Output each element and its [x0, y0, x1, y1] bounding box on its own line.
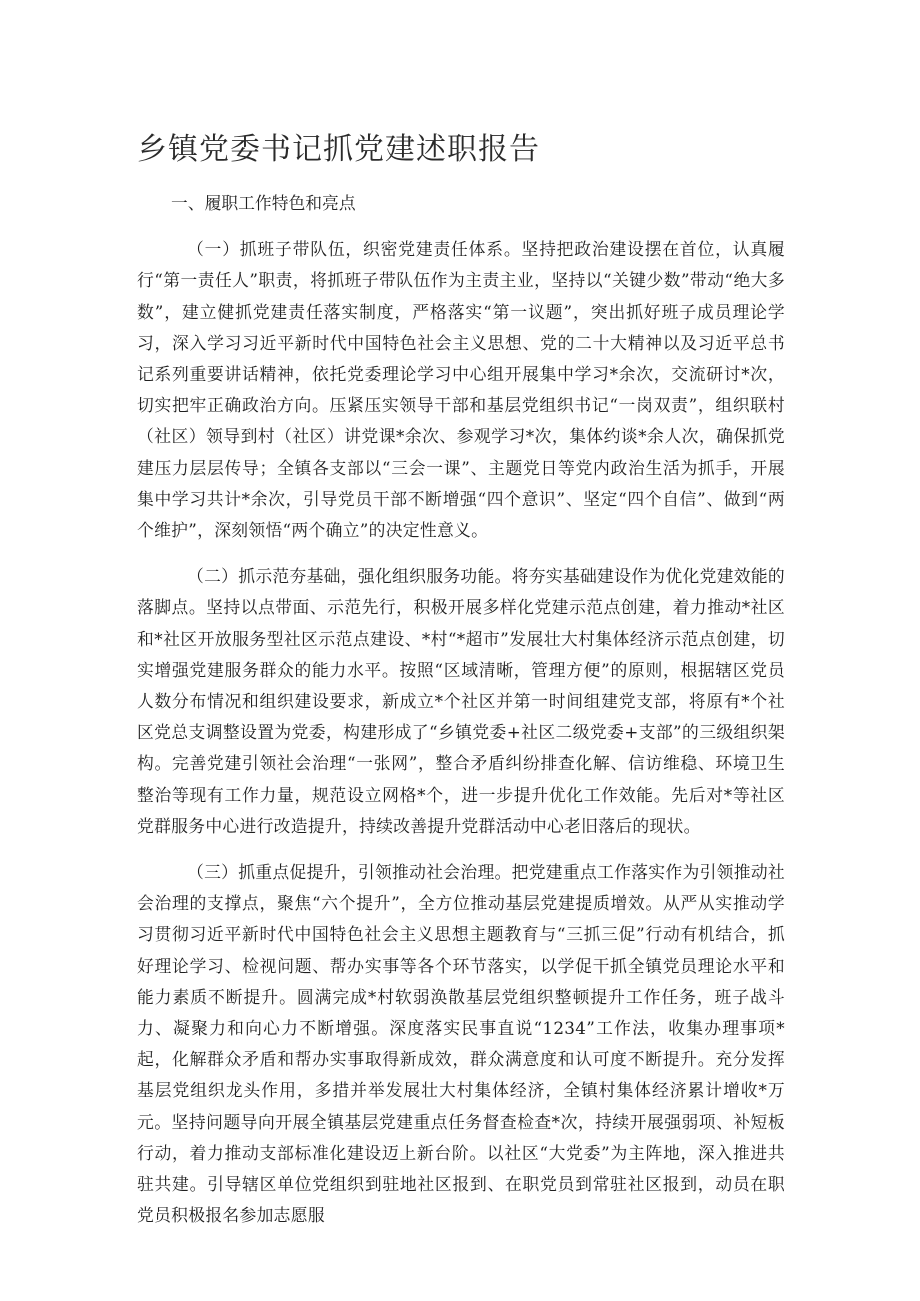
document-title: 乡镇党委书记抓党建述职报告: [137, 132, 540, 167]
paragraph-3: （三）抓重点促提升，引领推动社会治理。把党建重点工作落实作为引领推动社会治理的支撑点，聚焦“六个提升”，全方位推动基层党建提质增效。从严从实推动学习贯彻习近平新时代中国特色社会主义思想主题教育与“三抓三促”行动有机结合，抓好理论学习、检视问题、帮办实事等各个环节落实，以学促干抓全镇党员理论水平和能力素质不断提升。圆满完成*村软弱涣散基层党组织整顿提升工作任务，班子战斗力、凝聚力和向心力不断增强。深度落实民事直说“1234”工作法，收集办理事项*起，化解群众矛盾和帮办实事取得新成效，群众满意度和认可度不断提升。充分发挥基层党组织龙头作用，多措并举发展壮大村集体经济，全镇村集体经济累计增收*万元。坚持问题导向开展全镇基层党建重点任务督查检查*次，持续开展强弱项、补短板行动，着力推动支部标准化建设迈上新台阶。以社区“大党委”为主阵地，深入推进共驻共建。引导辖区单位党组织到驻地社区报到、在职党员到常驻社区报到，动员在职党员积极报名参加志愿服: [137, 862, 785, 1226]
section-heading: 一、履职工作特色和亮点: [171, 193, 356, 213]
document-body: [137, 188, 785, 1247]
paragraph-2: （二）抓示范夯基础，强化组织服务功能。将夯实基础建设作为优化党建效能的落脚点。坚持以点带面、示范先行，积极开展多样化党建示范点创建，着力推动*社区和*社区开放服务型社区示范点建设、*村“*超市”发展壮大村集体经济示范点创建，切实增强党建服务群众的能力水平。按照“区域清晰，管理方便”的原则，根据辖区党员人数分布情况和组织建设要求，新成立*个社区并第一时间组建党支部，将原有*个社区党总支调整设置为党委，构建形成了“乡镇党委+社区二级党委+支部”的三级组织架构。完善党建引领社会治理“一张网”，整合矛盾纠纷排查化解、信访维稳、环境卫生整治等现有工作力量，规范设立网格*个，进一步提升优化工作效能。先后对*等社区党群服务中心进行改造提升，持续改善提升党群活动中心老旧落后的现状。: [137, 566, 785, 836]
paragraph-1: （一）抓班子带队伍，织密党建责任体系。坚持把政治建设摆在首位，认真履行“第一责任人”职责，将抓班子带队伍作为主责主业，坚持以“关键少数”带动“绝大多数”，建立健抓党建责任落实制度，严格落实“第一议题”，突出抓好班子成员理论学习，深入学习习近平新时代中国特色社会主义思想、党的二十大精神以及习近平总书记系列重要讲话精神，依托党委理论学习中心组开展集中学习*余次，交流研讨*次，切实把牢正确政治方向。压紧压实领导干部和基层党组织书记“一岗双责”，组织联村（社区）领导到村（社区）讲党课*余次、参观学习*次，集体约谈*余人次，确保抓党建压力层层传导；全镇各支部以“三会一课”、主题党日等党内政治生活为抓手，开展集中学习共计*余次，引导党员干部不断增强“四个意识”、坚定“四个自信”、做到“两个维护”，深刻领悟“两个确立”的决定性意义。: [137, 239, 785, 541]
